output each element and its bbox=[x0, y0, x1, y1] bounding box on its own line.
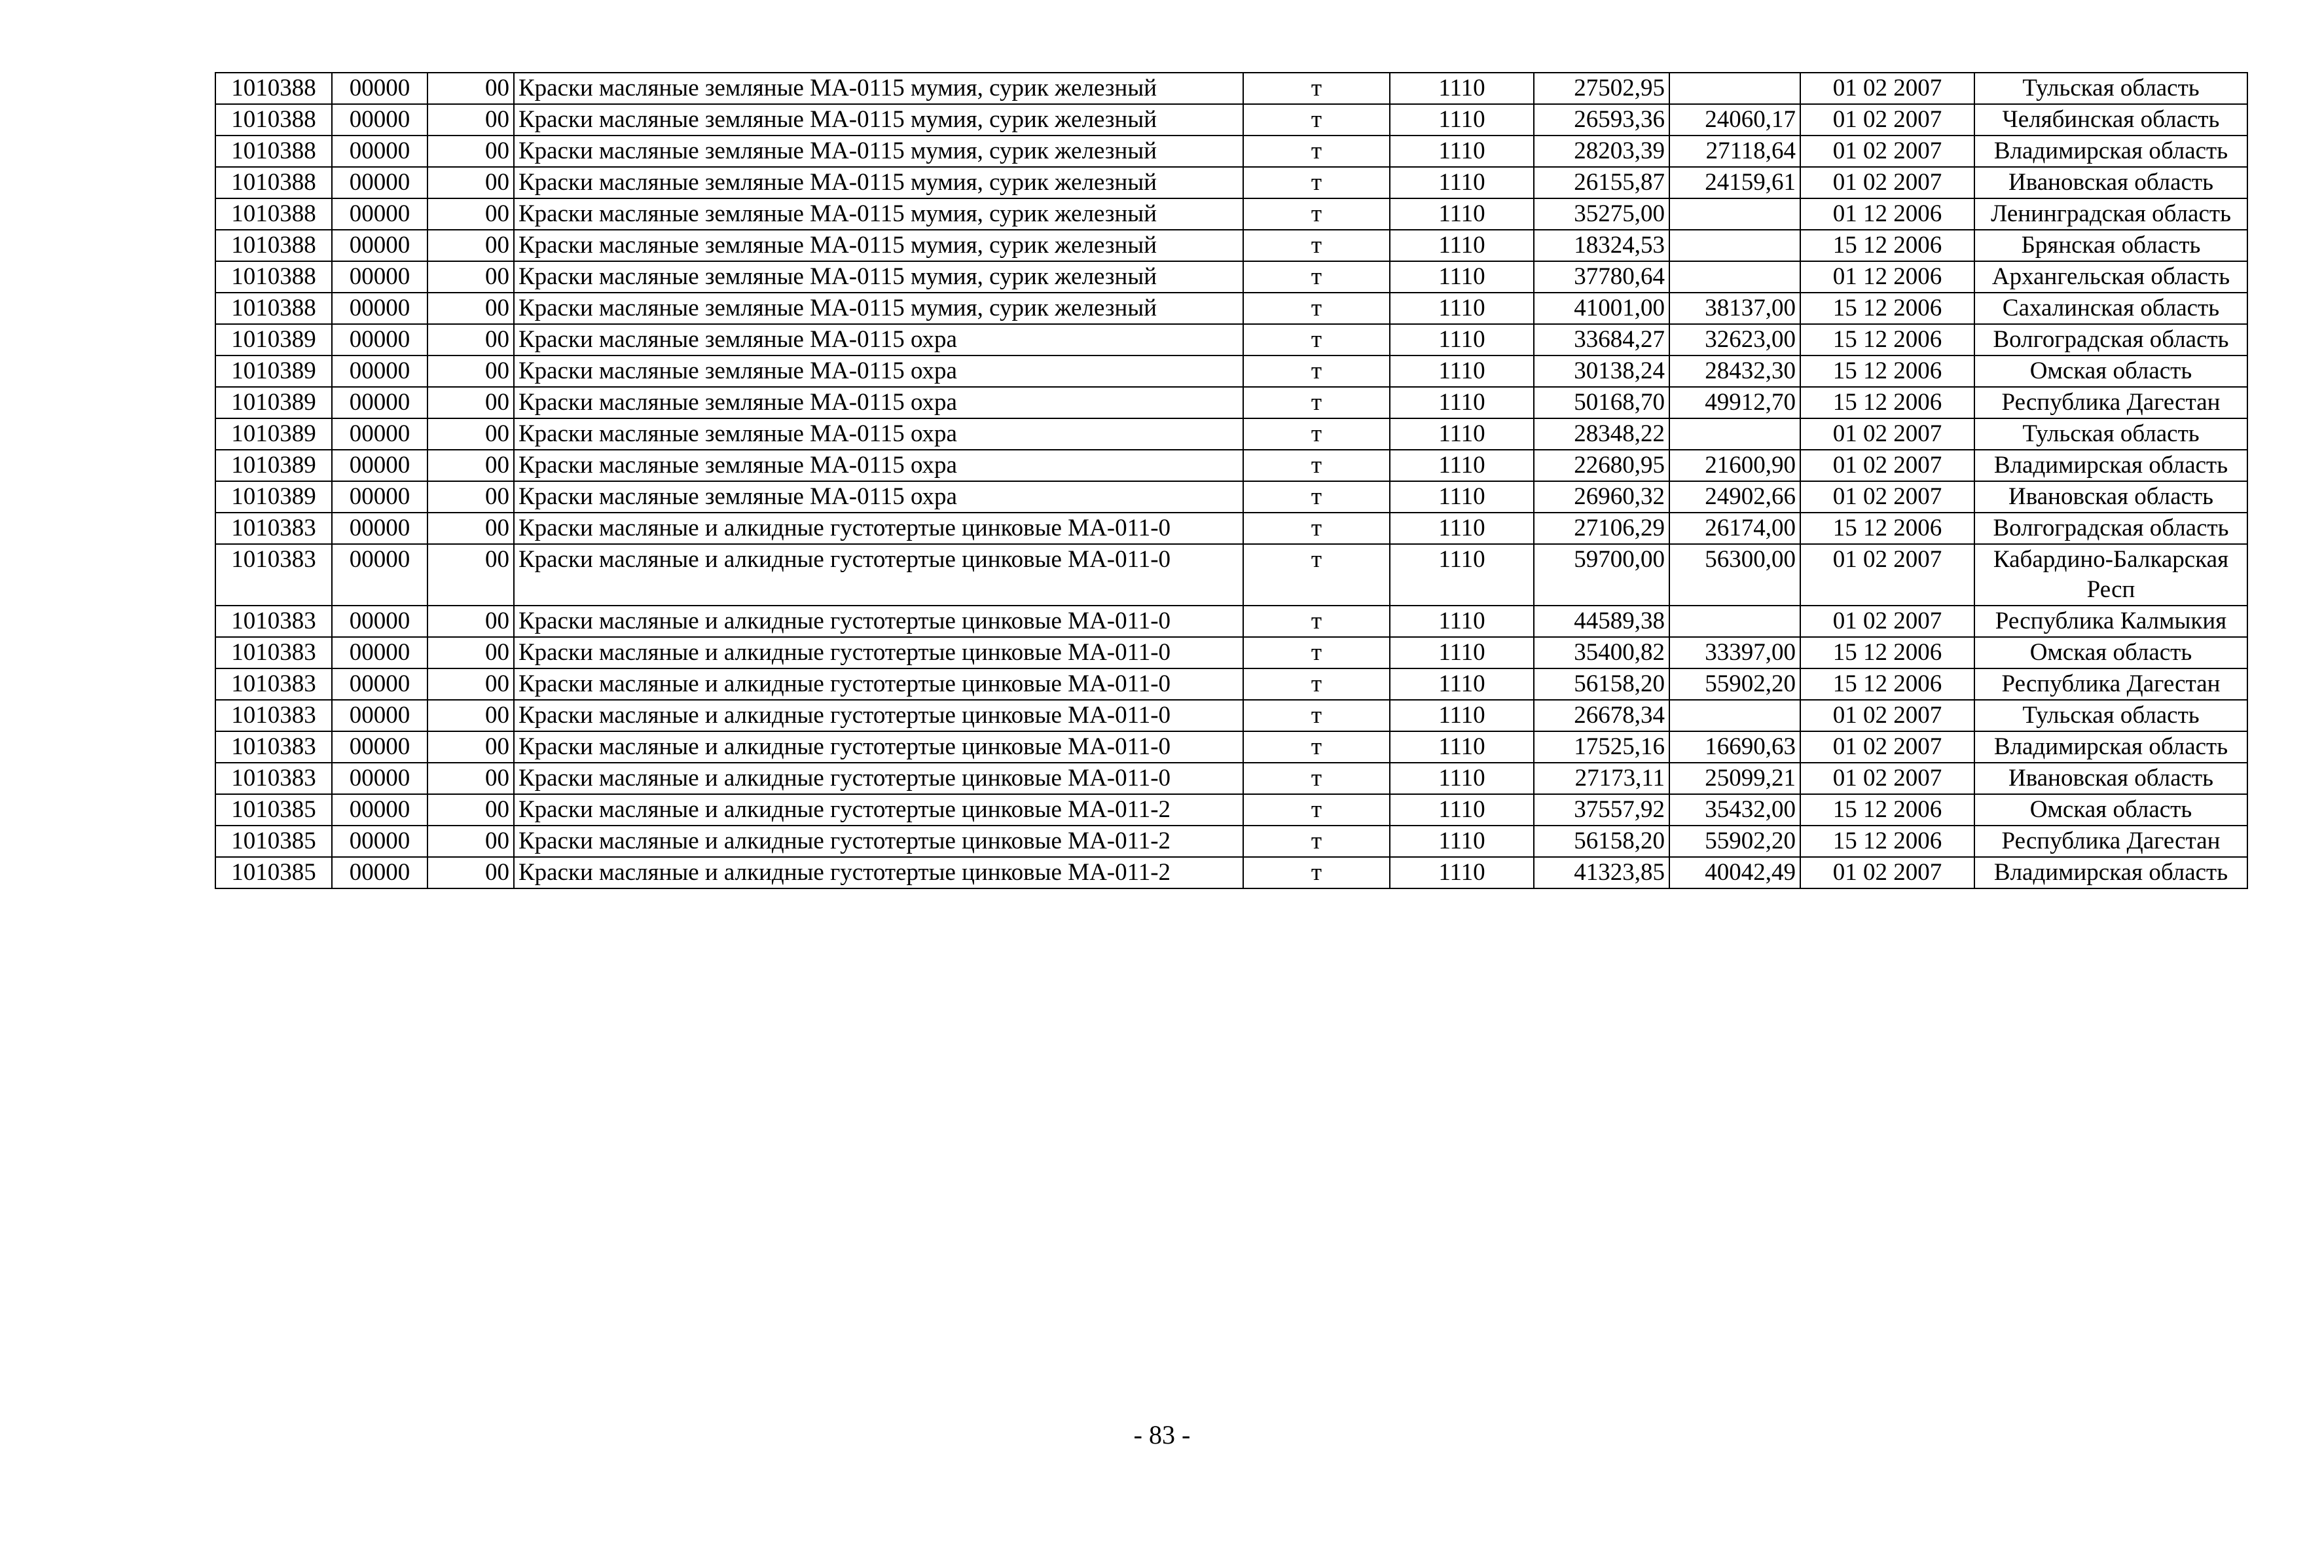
unit-cell: т bbox=[1243, 136, 1390, 167]
okei-code-cell: 1110 bbox=[1390, 857, 1534, 888]
subcode-2-cell: 00 bbox=[427, 700, 514, 731]
price-1-cell: 27173,11 bbox=[1534, 763, 1669, 794]
okei-code-cell: 1110 bbox=[1390, 104, 1534, 136]
date-cell: 01 02 2007 bbox=[1800, 136, 1974, 167]
subcode-cell: 00000 bbox=[332, 261, 427, 293]
subcode-cell: 00000 bbox=[332, 230, 427, 261]
product-name-cell: Краски масляные и алкидные густотертые цинковые МА-011-2 bbox=[514, 826, 1243, 857]
date-cell: 15 12 2006 bbox=[1800, 230, 1974, 261]
region-cell: Ленинградская область bbox=[1974, 198, 2247, 230]
date-cell: 01 02 2007 bbox=[1800, 700, 1974, 731]
product-name-cell: Краски масляные земляные МА-0115 охра bbox=[514, 450, 1243, 481]
region-cell: Тульская область bbox=[1974, 700, 2247, 731]
okei-code-cell: 1110 bbox=[1390, 481, 1534, 513]
region-cell: Тульская область bbox=[1974, 73, 2247, 104]
price-2-cell: 55902,20 bbox=[1669, 826, 1800, 857]
region-cell: Республика Калмыкия bbox=[1974, 606, 2247, 637]
subcode-2-cell: 00 bbox=[427, 167, 514, 198]
subcode-2-cell: 00 bbox=[427, 668, 514, 700]
subcode-cell: 00000 bbox=[332, 167, 427, 198]
subcode-2-cell: 00 bbox=[427, 324, 514, 356]
price-2-cell: 32623,00 bbox=[1669, 324, 1800, 356]
table-row bbox=[215, 637, 2247, 668]
unit-cell: т bbox=[1243, 700, 1390, 731]
table-row bbox=[215, 73, 2247, 104]
region-cell: Волгоградская область bbox=[1974, 324, 2247, 356]
table-row bbox=[215, 544, 2247, 606]
price-1-cell: 26678,34 bbox=[1534, 700, 1669, 731]
table-row bbox=[215, 668, 2247, 700]
subcode-2-cell: 00 bbox=[427, 387, 514, 418]
price-2-cell: 24159,61 bbox=[1669, 167, 1800, 198]
region-cell: Омская область bbox=[1974, 794, 2247, 826]
price-1-cell: 59700,00 bbox=[1534, 544, 1669, 606]
unit-cell: т bbox=[1243, 356, 1390, 387]
subcode-cell: 00000 bbox=[332, 668, 427, 700]
subcode-cell: 00000 bbox=[332, 731, 427, 763]
subcode-2-cell: 00 bbox=[427, 794, 514, 826]
product-code-cell: 1010383 bbox=[215, 513, 332, 544]
product-name-cell: Краски масляные и алкидные густотертые цинковые МА-011-2 bbox=[514, 794, 1243, 826]
table-row bbox=[215, 387, 2247, 418]
subcode-cell: 00000 bbox=[332, 481, 427, 513]
unit-cell: т bbox=[1243, 450, 1390, 481]
price-2-cell: 56300,00 bbox=[1669, 544, 1800, 606]
region-cell: Архангельская область bbox=[1974, 261, 2247, 293]
product-code-cell: 1010388 bbox=[215, 104, 332, 136]
table-row bbox=[215, 513, 2247, 544]
subcode-2-cell: 00 bbox=[427, 73, 514, 104]
date-cell: 01 02 2007 bbox=[1800, 857, 1974, 888]
product-code-cell: 1010388 bbox=[215, 230, 332, 261]
table-row bbox=[215, 794, 2247, 826]
subcode-cell: 00000 bbox=[332, 794, 427, 826]
product-code-cell: 1010389 bbox=[215, 418, 332, 450]
subcode-2-cell: 00 bbox=[427, 513, 514, 544]
price-1-cell: 41001,00 bbox=[1534, 293, 1669, 324]
region-cell: Ивановская область bbox=[1974, 167, 2247, 198]
price-2-cell: 16690,63 bbox=[1669, 731, 1800, 763]
product-code-cell: 1010383 bbox=[215, 544, 332, 606]
product-name-cell: Краски масляные земляные МА-0115 охра bbox=[514, 481, 1243, 513]
price-1-cell: 27502,95 bbox=[1534, 73, 1669, 104]
okei-code-cell: 1110 bbox=[1390, 826, 1534, 857]
date-cell: 15 12 2006 bbox=[1800, 387, 1974, 418]
product-code-cell: 1010383 bbox=[215, 668, 332, 700]
region-cell: Брянская область bbox=[1974, 230, 2247, 261]
product-code-cell: 1010388 bbox=[215, 136, 332, 167]
okei-code-cell: 1110 bbox=[1390, 293, 1534, 324]
okei-code-cell: 1110 bbox=[1390, 637, 1534, 668]
price-2-cell: 33397,00 bbox=[1669, 637, 1800, 668]
price-1-cell: 27106,29 bbox=[1534, 513, 1669, 544]
region-cell: Республика Дагестан bbox=[1974, 668, 2247, 700]
table-row bbox=[215, 104, 2247, 136]
unit-cell: т bbox=[1243, 293, 1390, 324]
unit-cell: т bbox=[1243, 167, 1390, 198]
subcode-2-cell: 00 bbox=[427, 857, 514, 888]
unit-cell: т bbox=[1243, 794, 1390, 826]
price-2-cell bbox=[1669, 230, 1800, 261]
product-code-cell: 1010389 bbox=[215, 387, 332, 418]
product-code-cell: 1010385 bbox=[215, 826, 332, 857]
price-2-cell: 38137,00 bbox=[1669, 293, 1800, 324]
subcode-cell: 00000 bbox=[332, 606, 427, 637]
subcode-cell: 00000 bbox=[332, 763, 427, 794]
region-cell: Владимирская область bbox=[1974, 731, 2247, 763]
unit-cell: т bbox=[1243, 261, 1390, 293]
price-2-cell: 40042,49 bbox=[1669, 857, 1800, 888]
okei-code-cell: 1110 bbox=[1390, 136, 1534, 167]
product-name-cell: Краски масляные и алкидные густотертые цинковые МА-011-0 bbox=[514, 668, 1243, 700]
date-cell: 15 12 2006 bbox=[1800, 293, 1974, 324]
date-cell: 15 12 2006 bbox=[1800, 794, 1974, 826]
okei-code-cell: 1110 bbox=[1390, 167, 1534, 198]
date-cell: 15 12 2006 bbox=[1800, 324, 1974, 356]
region-cell: Омская область bbox=[1974, 637, 2247, 668]
subcode-cell: 00000 bbox=[332, 700, 427, 731]
okei-code-cell: 1110 bbox=[1390, 324, 1534, 356]
price-1-cell: 22680,95 bbox=[1534, 450, 1669, 481]
unit-cell: т bbox=[1243, 637, 1390, 668]
product-name-cell: Краски масляные земляные МА-0115 мумия, сурик железный bbox=[514, 136, 1243, 167]
date-cell: 01 02 2007 bbox=[1800, 606, 1974, 637]
date-cell: 15 12 2006 bbox=[1800, 637, 1974, 668]
product-name-cell: Краски масляные земляные МА-0115 мумия, сурик железный bbox=[514, 293, 1243, 324]
product-code-cell: 1010389 bbox=[215, 450, 332, 481]
price-2-cell: 28432,30 bbox=[1669, 356, 1800, 387]
product-code-cell: 1010385 bbox=[215, 794, 332, 826]
price-1-cell: 35275,00 bbox=[1534, 198, 1669, 230]
unit-cell: т bbox=[1243, 230, 1390, 261]
product-name-cell: Краски масляные и алкидные густотертые цинковые МА-011-0 bbox=[514, 637, 1243, 668]
unit-cell: т bbox=[1243, 387, 1390, 418]
region-cell: Владимирская область bbox=[1974, 136, 2247, 167]
date-cell: 01 02 2007 bbox=[1800, 418, 1974, 450]
date-cell: 01 12 2006 bbox=[1800, 198, 1974, 230]
price-table-body bbox=[215, 73, 2247, 888]
region-cell: Республика Дагестан bbox=[1974, 826, 2247, 857]
date-cell: 15 12 2006 bbox=[1800, 826, 1974, 857]
price-table bbox=[215, 72, 2248, 889]
region-cell: Сахалинская область bbox=[1974, 293, 2247, 324]
product-code-cell: 1010383 bbox=[215, 637, 332, 668]
subcode-2-cell: 00 bbox=[427, 356, 514, 387]
subcode-cell: 00000 bbox=[332, 637, 427, 668]
region-cell: Тульская область bbox=[1974, 418, 2247, 450]
product-name-cell: Краски масляные земляные МА-0115 охра bbox=[514, 324, 1243, 356]
table-row bbox=[215, 418, 2247, 450]
subcode-cell: 00000 bbox=[332, 857, 427, 888]
okei-code-cell: 1110 bbox=[1390, 418, 1534, 450]
subcode-2-cell: 00 bbox=[427, 763, 514, 794]
table-row bbox=[215, 136, 2247, 167]
date-cell: 15 12 2006 bbox=[1800, 356, 1974, 387]
table-row bbox=[215, 356, 2247, 387]
subcode-cell: 00000 bbox=[332, 418, 427, 450]
page-number: - 83 - bbox=[1133, 1420, 1191, 1449]
date-cell: 01 02 2007 bbox=[1800, 544, 1974, 606]
date-cell: 01 02 2007 bbox=[1800, 104, 1974, 136]
unit-cell: т bbox=[1243, 481, 1390, 513]
table-row bbox=[215, 261, 2247, 293]
date-cell: 01 02 2007 bbox=[1800, 167, 1974, 198]
okei-code-cell: 1110 bbox=[1390, 668, 1534, 700]
price-2-cell bbox=[1669, 606, 1800, 637]
product-code-cell: 1010388 bbox=[215, 293, 332, 324]
subcode-cell: 00000 bbox=[332, 324, 427, 356]
product-name-cell: Краски масляные земляные МА-0115 мумия, сурик железный bbox=[514, 198, 1243, 230]
price-2-cell bbox=[1669, 198, 1800, 230]
okei-code-cell: 1110 bbox=[1390, 356, 1534, 387]
table-row bbox=[215, 450, 2247, 481]
okei-code-cell: 1110 bbox=[1390, 230, 1534, 261]
product-code-cell: 1010383 bbox=[215, 606, 332, 637]
price-1-cell: 26155,87 bbox=[1534, 167, 1669, 198]
subcode-2-cell: 00 bbox=[427, 606, 514, 637]
product-code-cell: 1010388 bbox=[215, 73, 332, 104]
region-cell: Кабардино-Балкарская Респ bbox=[1974, 544, 2247, 606]
subcode-2-cell: 00 bbox=[427, 293, 514, 324]
table-row bbox=[215, 606, 2247, 637]
price-2-cell bbox=[1669, 261, 1800, 293]
price-1-cell: 41323,85 bbox=[1534, 857, 1669, 888]
product-name-cell: Краски масляные земляные МА-0115 мумия, сурик железный bbox=[514, 230, 1243, 261]
product-code-cell: 1010383 bbox=[215, 731, 332, 763]
okei-code-cell: 1110 bbox=[1390, 731, 1534, 763]
product-code-cell: 1010388 bbox=[215, 261, 332, 293]
price-2-cell bbox=[1669, 700, 1800, 731]
region-cell: Волгоградская область bbox=[1974, 513, 2247, 544]
price-1-cell: 56158,20 bbox=[1534, 826, 1669, 857]
product-name-cell: Краски масляные земляные МА-0115 охра bbox=[514, 418, 1243, 450]
unit-cell: т bbox=[1243, 104, 1390, 136]
subcode-2-cell: 00 bbox=[427, 418, 514, 450]
region-cell: Омская область bbox=[1974, 356, 2247, 387]
subcode-cell: 00000 bbox=[332, 136, 427, 167]
subcode-2-cell: 00 bbox=[427, 198, 514, 230]
subcode-cell: 00000 bbox=[332, 544, 427, 606]
subcode-2-cell: 00 bbox=[427, 481, 514, 513]
unit-cell: т bbox=[1243, 857, 1390, 888]
subcode-2-cell: 00 bbox=[427, 544, 514, 606]
product-code-cell: 1010389 bbox=[215, 356, 332, 387]
price-2-cell: 24060,17 bbox=[1669, 104, 1800, 136]
okei-code-cell: 1110 bbox=[1390, 763, 1534, 794]
price-1-cell: 18324,53 bbox=[1534, 230, 1669, 261]
table-row bbox=[215, 763, 2247, 794]
subcode-cell: 00000 bbox=[332, 198, 427, 230]
price-1-cell: 28203,39 bbox=[1534, 136, 1669, 167]
okei-code-cell: 1110 bbox=[1390, 794, 1534, 826]
product-name-cell: Краски масляные земляные МА-0115 мумия, сурик железный bbox=[514, 167, 1243, 198]
date-cell: 01 02 2007 bbox=[1800, 450, 1974, 481]
price-2-cell bbox=[1669, 73, 1800, 104]
product-code-cell: 1010389 bbox=[215, 481, 332, 513]
price-1-cell: 17525,16 bbox=[1534, 731, 1669, 763]
date-cell: 01 02 2007 bbox=[1800, 731, 1974, 763]
product-name-cell: Краски масляные и алкидные густотертые цинковые МА-011-0 bbox=[514, 606, 1243, 637]
product-name-cell: Краски масляные и алкидные густотертые цинковые МА-011-0 bbox=[514, 700, 1243, 731]
price-2-cell: 49912,70 bbox=[1669, 387, 1800, 418]
unit-cell: т bbox=[1243, 763, 1390, 794]
product-name-cell: Краски масляные земляные МА-0115 мумия, сурик железный bbox=[514, 73, 1243, 104]
subcode-2-cell: 00 bbox=[427, 731, 514, 763]
price-1-cell: 37780,64 bbox=[1534, 261, 1669, 293]
product-code-cell: 1010383 bbox=[215, 700, 332, 731]
table-row bbox=[215, 481, 2247, 513]
date-cell: 01 02 2007 bbox=[1800, 73, 1974, 104]
region-cell: Владимирская область bbox=[1974, 857, 2247, 888]
product-code-cell: 1010388 bbox=[215, 167, 332, 198]
product-code-cell: 1010385 bbox=[215, 857, 332, 888]
subcode-cell: 00000 bbox=[332, 826, 427, 857]
price-2-cell: 24902,66 bbox=[1669, 481, 1800, 513]
product-code-cell: 1010389 bbox=[215, 324, 332, 356]
region-cell: Ивановская область bbox=[1974, 763, 2247, 794]
okei-code-cell: 1110 bbox=[1390, 544, 1534, 606]
unit-cell: т bbox=[1243, 731, 1390, 763]
subcode-2-cell: 00 bbox=[427, 104, 514, 136]
date-cell: 15 12 2006 bbox=[1800, 513, 1974, 544]
subcode-2-cell: 00 bbox=[427, 136, 514, 167]
okei-code-cell: 1110 bbox=[1390, 198, 1534, 230]
okei-code-cell: 1110 bbox=[1390, 261, 1534, 293]
product-name-cell: Краски масляные и алкидные густотертые цинковые МА-011-0 bbox=[514, 544, 1243, 606]
unit-cell: т bbox=[1243, 198, 1390, 230]
okei-code-cell: 1110 bbox=[1390, 73, 1534, 104]
subcode-2-cell: 00 bbox=[427, 637, 514, 668]
price-1-cell: 37557,92 bbox=[1534, 794, 1669, 826]
price-1-cell: 33684,27 bbox=[1534, 324, 1669, 356]
product-name-cell: Краски масляные земляные МА-0115 охра bbox=[514, 356, 1243, 387]
price-2-cell bbox=[1669, 418, 1800, 450]
price-1-cell: 30138,24 bbox=[1534, 356, 1669, 387]
product-name-cell: Краски масляные земляные МА-0115 мумия, сурик железный bbox=[514, 104, 1243, 136]
table-row bbox=[215, 700, 2247, 731]
okei-code-cell: 1110 bbox=[1390, 513, 1534, 544]
product-name-cell: Краски масляные и алкидные густотертые цинковые МА-011-0 bbox=[514, 763, 1243, 794]
table-row bbox=[215, 230, 2247, 261]
subcode-cell: 00000 bbox=[332, 387, 427, 418]
unit-cell: т bbox=[1243, 826, 1390, 857]
region-cell: Челябинская область bbox=[1974, 104, 2247, 136]
price-2-cell: 35432,00 bbox=[1669, 794, 1800, 826]
region-cell: Владимирская область bbox=[1974, 450, 2247, 481]
price-2-cell: 25099,21 bbox=[1669, 763, 1800, 794]
subcode-2-cell: 00 bbox=[427, 450, 514, 481]
date-cell: 01 02 2007 bbox=[1800, 481, 1974, 513]
price-1-cell: 44589,38 bbox=[1534, 606, 1669, 637]
unit-cell: т bbox=[1243, 606, 1390, 637]
product-name-cell: Краски масляные и алкидные густотертые цинковые МА-011-0 bbox=[514, 731, 1243, 763]
price-2-cell: 21600,90 bbox=[1669, 450, 1800, 481]
unit-cell: т bbox=[1243, 418, 1390, 450]
subcode-cell: 00000 bbox=[332, 513, 427, 544]
price-1-cell: 56158,20 bbox=[1534, 668, 1669, 700]
subcode-cell: 00000 bbox=[332, 104, 427, 136]
date-cell: 01 12 2006 bbox=[1800, 261, 1974, 293]
unit-cell: т bbox=[1243, 324, 1390, 356]
subcode-cell: 00000 bbox=[332, 73, 427, 104]
okei-code-cell: 1110 bbox=[1390, 450, 1534, 481]
price-2-cell: 26174,00 bbox=[1669, 513, 1800, 544]
product-name-cell: Краски масляные земляные МА-0115 охра bbox=[514, 387, 1243, 418]
table-row bbox=[215, 826, 2247, 857]
okei-code-cell: 1110 bbox=[1390, 387, 1534, 418]
price-2-cell: 27118,64 bbox=[1669, 136, 1800, 167]
product-code-cell: 1010383 bbox=[215, 763, 332, 794]
unit-cell: т bbox=[1243, 513, 1390, 544]
subcode-2-cell: 00 bbox=[427, 826, 514, 857]
product-name-cell: Краски масляные земляные МА-0115 мумия, сурик железный bbox=[514, 261, 1243, 293]
subcode-2-cell: 00 bbox=[427, 230, 514, 261]
table-row bbox=[215, 731, 2247, 763]
price-1-cell: 26960,32 bbox=[1534, 481, 1669, 513]
okei-code-cell: 1110 bbox=[1390, 606, 1534, 637]
region-cell: Ивановская область bbox=[1974, 481, 2247, 513]
price-1-cell: 50168,70 bbox=[1534, 387, 1669, 418]
price-2-cell: 55902,20 bbox=[1669, 668, 1800, 700]
subcode-cell: 00000 bbox=[332, 293, 427, 324]
product-code-cell: 1010388 bbox=[215, 198, 332, 230]
unit-cell: т bbox=[1243, 73, 1390, 104]
unit-cell: т bbox=[1243, 668, 1390, 700]
region-cell: Республика Дагестан bbox=[1974, 387, 2247, 418]
date-cell: 01 02 2007 bbox=[1800, 763, 1974, 794]
table-row bbox=[215, 293, 2247, 324]
table-row bbox=[215, 324, 2247, 356]
price-1-cell: 28348,22 bbox=[1534, 418, 1669, 450]
table-row bbox=[215, 857, 2247, 888]
table-row bbox=[215, 167, 2247, 198]
subcode-cell: 00000 bbox=[332, 450, 427, 481]
okei-code-cell: 1110 bbox=[1390, 700, 1534, 731]
subcode-cell: 00000 bbox=[332, 356, 427, 387]
table-row bbox=[215, 198, 2247, 230]
subcode-2-cell: 00 bbox=[427, 261, 514, 293]
price-1-cell: 35400,82 bbox=[1534, 637, 1669, 668]
price-1-cell: 26593,36 bbox=[1534, 104, 1669, 136]
date-cell: 15 12 2006 bbox=[1800, 668, 1974, 700]
unit-cell: т bbox=[1243, 544, 1390, 606]
product-name-cell: Краски масляные и алкидные густотертые цинковые МА-011-0 bbox=[514, 513, 1243, 544]
product-name-cell: Краски масляные и алкидные густотертые цинковые МА-011-2 bbox=[514, 857, 1243, 888]
